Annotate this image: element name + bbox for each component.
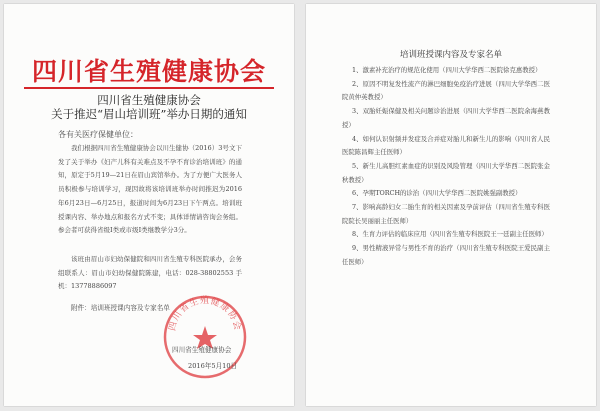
list-item: 9、男性精液异常与男性不育的治疗（四川省生殖专科医院王爱民副主任医师） (342, 244, 550, 266)
course-list-title: 培训班授课内容及专家名单 (399, 50, 502, 60)
list-item: 6、孕期TORCH的诊治（四川大学华西二医院姚强副教授） (352, 189, 522, 198)
list-item: 8、生育力评估的临床应用（四川省生殖专科医院王一廷副主任医师） (352, 230, 548, 239)
list-item: 5、新生儿高胆红素血症的识别及风险管理（四川大学华西二医院张金秋教授） (342, 161, 550, 184)
contact-paragraph: 该班由眉山市妇幼保健院和四川省生殖专科医院承办，会务组联系人：眉山市妇幼保健院陈建，电话：028-38802553 手机：13778886097 (58, 255, 242, 291)
attachment-line: 附件：培训班授课内容及专家名单 (71, 304, 170, 312)
svg-text:四川省生殖健康协会: 四川省生殖健康协会 (167, 296, 243, 332)
letterhead-red-rule (24, 87, 274, 89)
document-issuer: 四川省生殖健康协会 (97, 93, 201, 107)
salutation: 各有关医疗保健单位： (58, 130, 138, 139)
notice-page (4, 4, 294, 406)
list-item: 7、影响高龄妇女二胎生育的相关因素及孕前评估（四川省生殖专科医院院长吴丽丽主任医师） (342, 203, 550, 225)
list-item: 2、原因不明复发性流产的淋巴细胞免疫治疗进展（四川大学华西二医院黄仲英教授） (342, 79, 550, 102)
document-title: 关于推迟“眉山培训班”举办日期的通知 (51, 107, 247, 121)
course-list (342, 64, 550, 270)
signature-date: 2016年5月10日 (188, 362, 238, 370)
course-list-page (306, 4, 596, 406)
list-item: 1、激素补充治疗的规范化使用（四川大学华西二医院徐克惠教授） (352, 66, 542, 74)
list-item: 3、双胎妊娠保健及相关问题诊治进展（四川大学华西二医院余海燕教授） (342, 107, 550, 129)
list-item: 4、如何认识射频并发症及合并症对胎儿和新生儿的影响（四川省人民医院陈昌辉主任医师） (342, 134, 550, 157)
letterhead-title: 四川省生殖健康协会 (31, 57, 266, 86)
notice-body: 我们根据四川省生殖健康协会以川生健协（2016）3号文下发了关于举办《妇产儿科有关难点及不孕不育诊治培训班》的通知，原定于5月19—21日在眉山宾馆举办。为了方便广大医务人员积极参与培训学习，现因故将该培训班举办时间推迟为2016年6月23日—6月25日，报道时间为6月23日下午两点。培训班授课内容、举办地点和报名方式不变；具体详情请咨询会务组。参会者可获得省级I类或市级I类继教学分3分。 (58, 144, 242, 235)
signature-organization: 四川省生殖健康协会 (172, 346, 232, 354)
